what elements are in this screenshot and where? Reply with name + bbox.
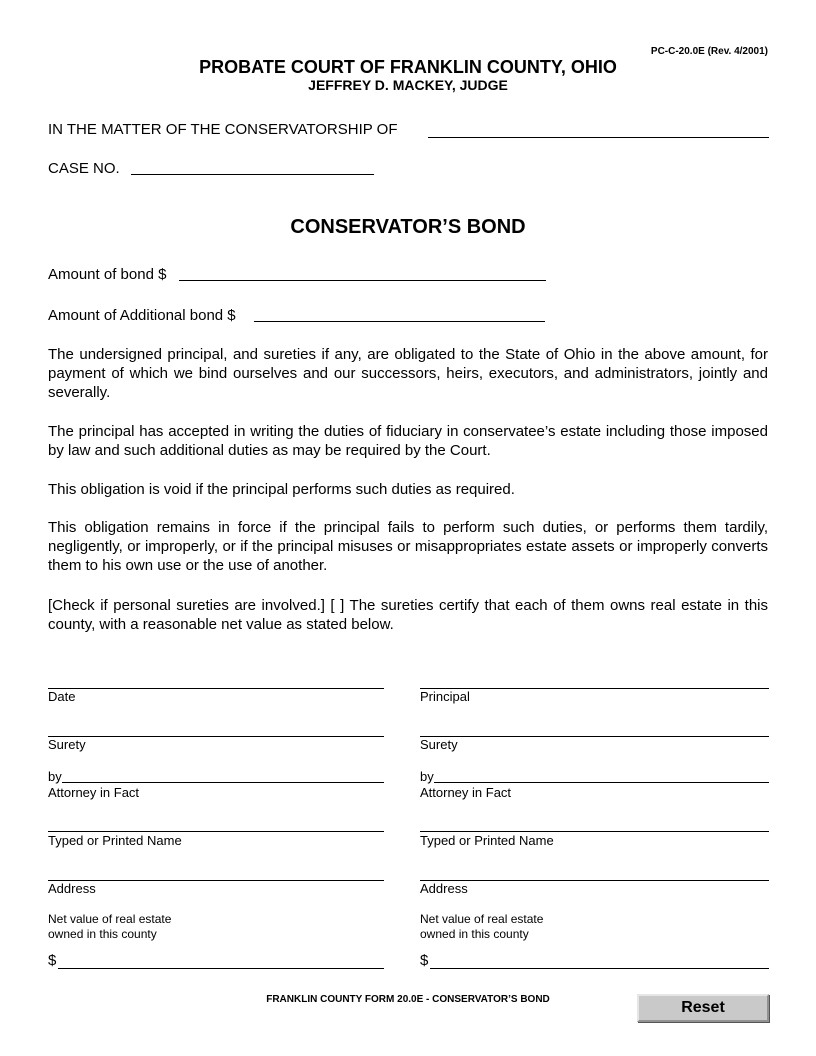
case-number-input[interactable] [131,158,374,175]
left-typed-name-label: Typed or Printed Name [48,833,182,848]
paragraph-void: This obligation is void if the principal performs such duties as required. [48,481,515,498]
page-title: CONSERVATOR’S BOND [290,216,526,238]
left-by-line[interactable] [62,782,384,783]
left-attorney-label: Attorney in Fact [48,785,140,800]
left-surety-line[interactable] [48,736,384,737]
judge-name: JEFFREY D. MACKEY, JUDGE [308,77,508,93]
left-name-line[interactable] [48,831,384,832]
right-net-value-line[interactable] [430,968,769,969]
matter-label: IN THE MATTER OF THE CONSERVATORSHIP OF [48,121,398,138]
right-net-value-label-1: Net value of real estate [420,912,544,926]
left-surety-label: Surety [48,737,86,752]
reset-button[interactable]: Reset [637,994,769,1022]
left-net-value-label-1: Net value of real estate [48,912,172,926]
right-address-label: Address [420,881,468,896]
paragraph-sureties: [Check if personal sureties are involved.] [ ] The sureties certify that each of them owns real estate in this county, with a reasonable net value as stated below. [48,597,768,633]
right-surety-line[interactable] [420,736,769,737]
additional-bond-label: Amount of Additional bond $ [48,307,236,324]
date-label: Date [48,689,76,704]
left-address-label: Address [48,881,96,896]
bond-amount-label: Amount of bond $ [48,266,167,283]
right-typed-name-label: Typed or Printed Name [420,833,554,848]
left-net-value-line[interactable] [58,968,384,969]
right-address-line[interactable] [420,880,769,881]
paragraph-duties: The principal has accepted in writing the duties of fiduciary in conservatee’s estate including those imposed by law and such additional duties as may be required by the Court. [48,423,768,459]
principal-label: Principal [420,689,470,704]
paragraph-in-force: This obligation remains in force if the principal fails to perform such duties, or performs them tardily, negligently, or improperly, or if the principal misuses or misappropriates estate assets or improperly converts them to his own use or the use of another. [48,519,768,574]
right-attorney-label: Attorney in Fact [420,785,512,800]
case-label: CASE NO. [48,160,120,177]
right-by-label: by [420,769,434,784]
right-dollar-label: $ [420,952,429,969]
date-line[interactable] [48,688,384,689]
principal-line[interactable] [420,688,769,689]
right-surety-label: Surety [420,737,458,752]
right-name-line[interactable] [420,831,769,832]
right-net-value-label-2: owned in this county [420,927,529,941]
additional-bond-input[interactable] [254,305,545,322]
bond-amount-input[interactable] [179,264,546,281]
matter-input[interactable] [428,121,769,138]
footer-form-title: FRANKLIN COUNTY FORM 20.0E - CONSERVATOR’S BOND [266,994,550,1005]
form-code: PC-C-20.0E (Rev. 4/2001) [650,46,768,57]
left-dollar-label: $ [48,952,57,969]
left-net-value-label-2: owned in this county [48,927,157,941]
court-name: PROBATE COURT OF FRANKLIN COUNTY, OHIO [199,57,617,77]
left-address-line[interactable] [48,880,384,881]
paragraph-obligation: The undersigned principal, and sureties if any, are obligated to the State of Ohio in the above amount, for payment of which we bind ourselves and our successors, heirs, executors, and administrators, jointly and severally. [48,346,768,401]
right-by-line[interactable] [434,782,769,783]
left-by-label: by [48,769,62,784]
